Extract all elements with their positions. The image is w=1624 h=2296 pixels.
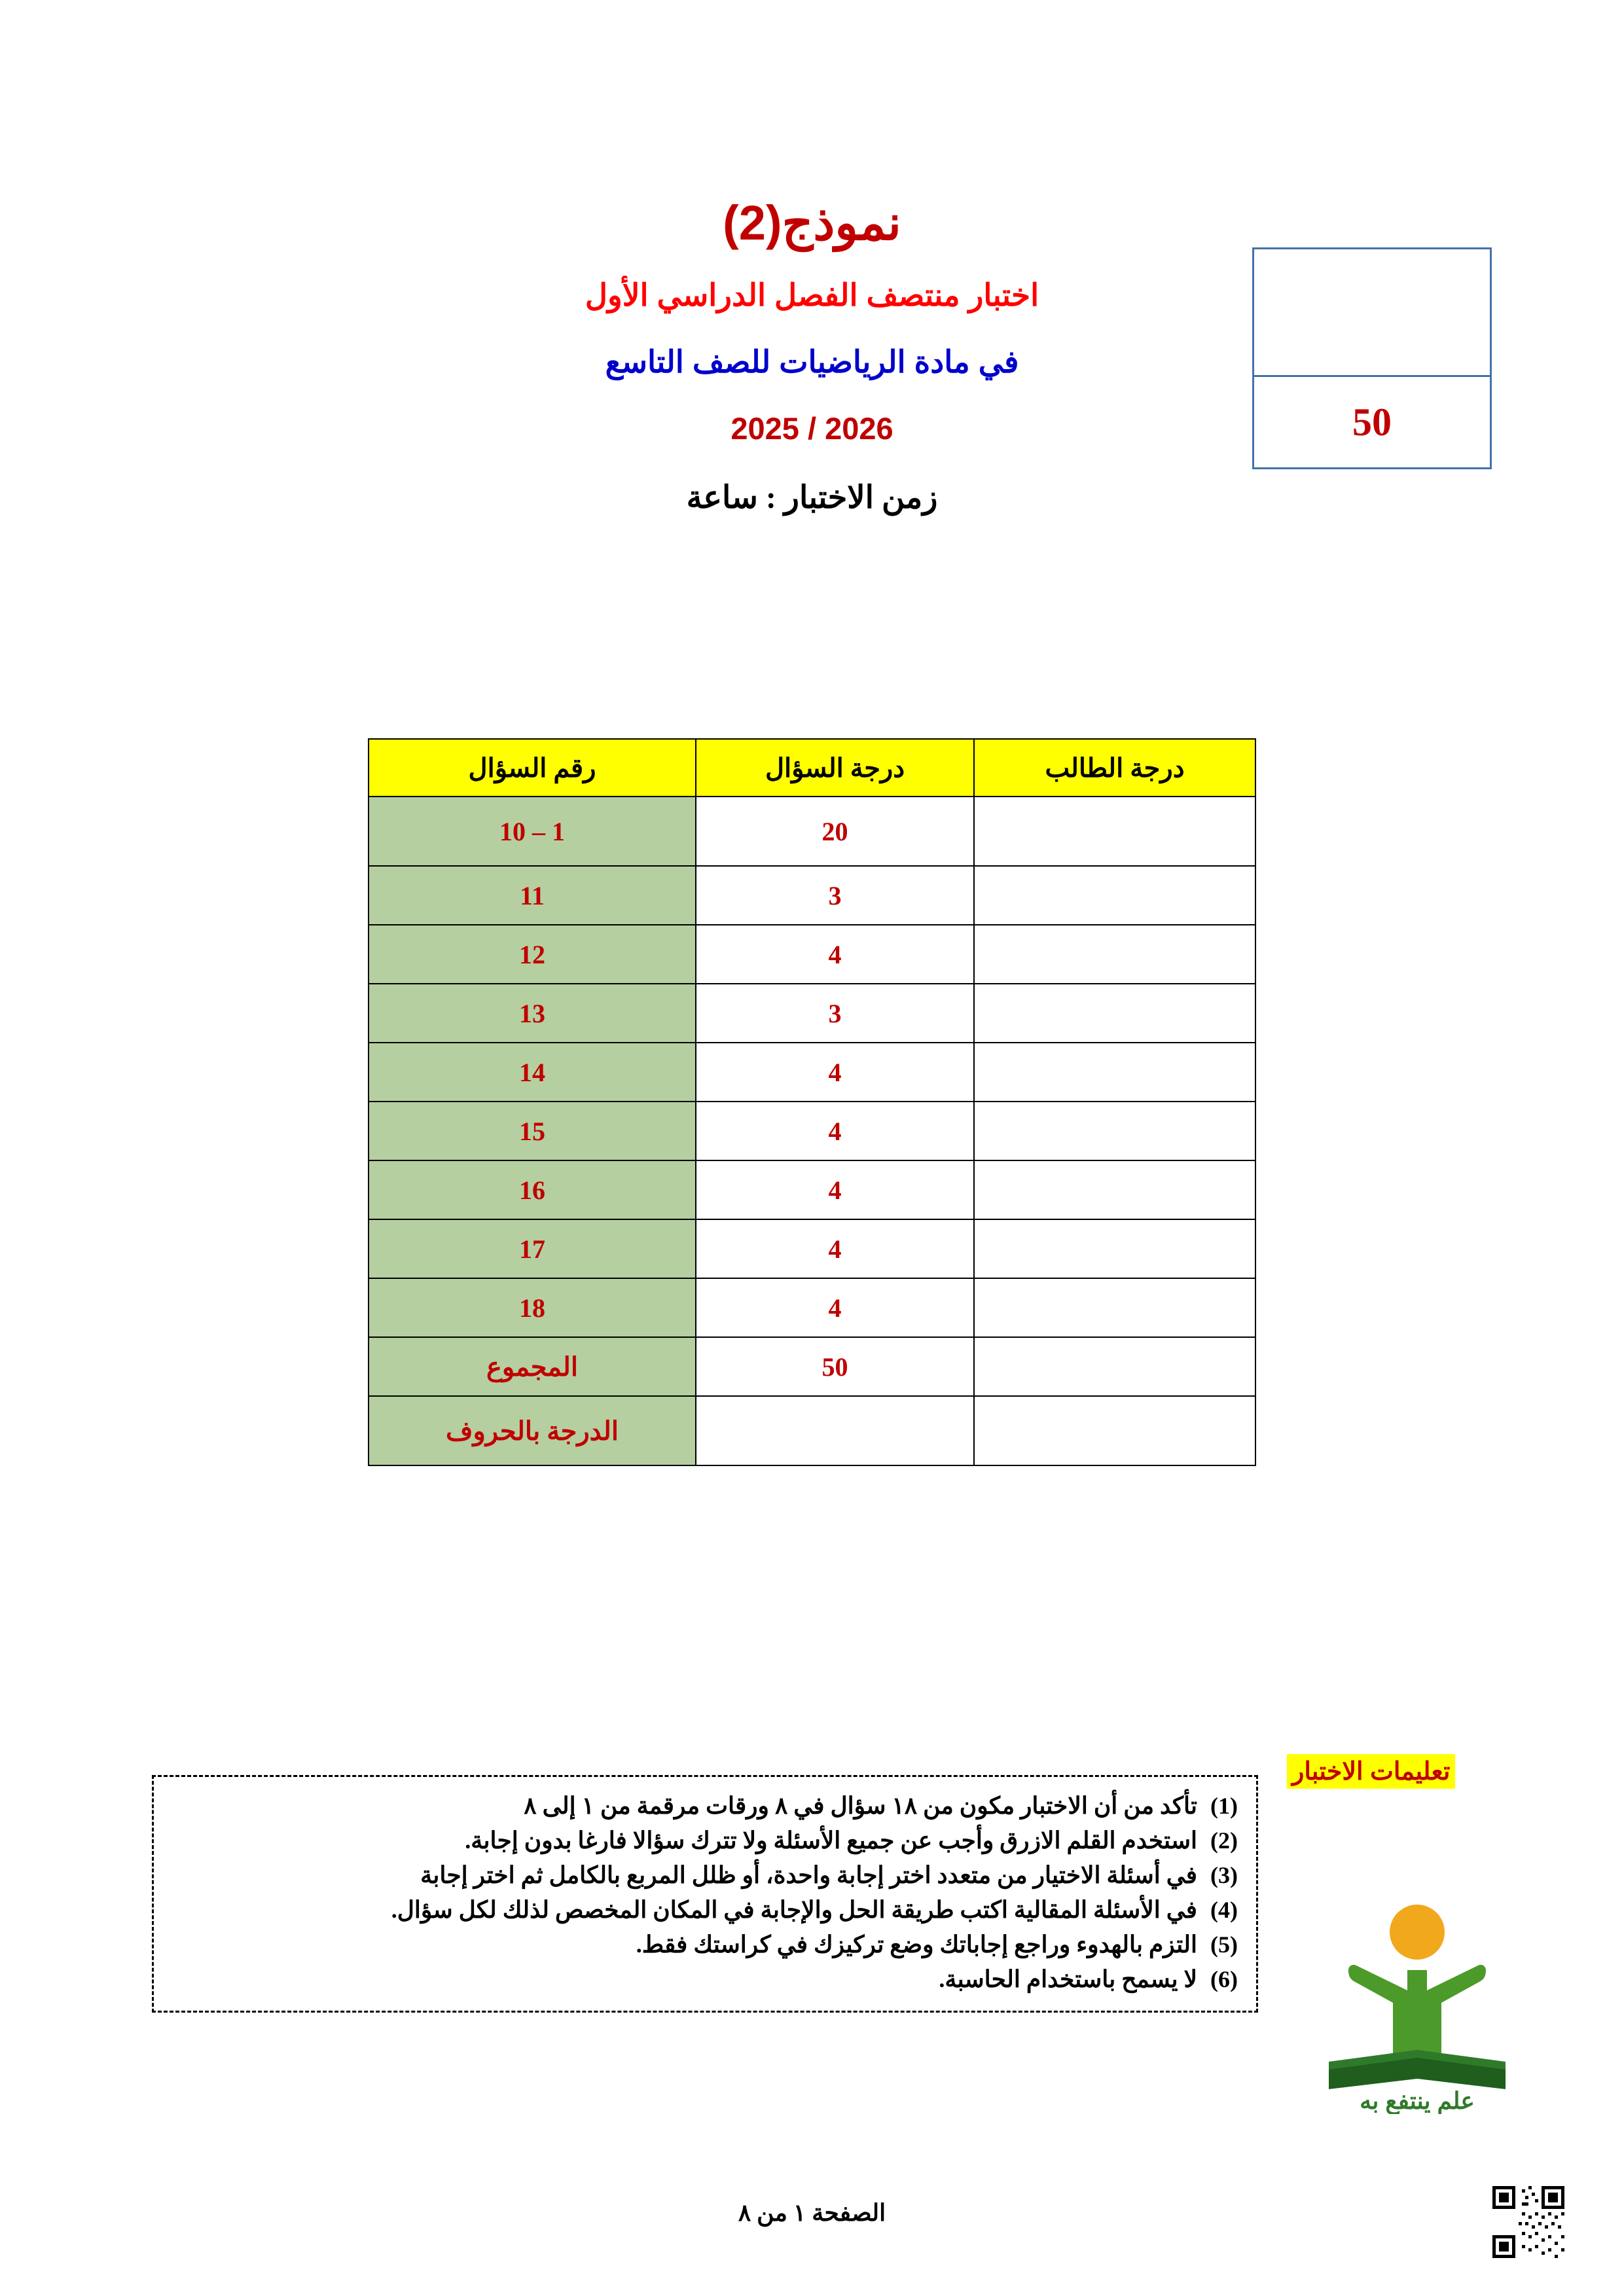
question-number-cell: 14 xyxy=(369,1043,696,1102)
header-question-mark: درجة السؤال xyxy=(696,739,974,797)
list-item: استخدم القلم الازرق وأجب عن جميع الأسئلة ولا تترك سؤالا فارغا بدون إجابة. xyxy=(465,1827,1197,1854)
list-item: التزم بالهدوء وراجع إجاباتك وضع تركيزك في كراستك فقط. xyxy=(636,1931,1197,1958)
total-mark-box xyxy=(1252,247,1492,469)
total-label-cell: المجموع xyxy=(369,1337,696,1396)
grade-letters-student-cell[interactable] xyxy=(974,1396,1255,1465)
instructions-title: تعليمات الاختبار xyxy=(1287,1754,1455,1789)
question-number-cell: 13 xyxy=(369,984,696,1043)
exam-title: اختبار منتصف الفصل الدراسي الأول xyxy=(585,278,1039,313)
page-title: نموذج(2) xyxy=(723,196,901,250)
question-mark-cell: 4 xyxy=(696,1102,974,1160)
grade-letters-label-cell: الدرجة بالحروف xyxy=(369,1396,696,1465)
svg-text:علم ينتفع به: علم ينتفع به xyxy=(1360,2087,1475,2114)
student-mark-cell[interactable] xyxy=(974,1160,1255,1219)
question-number-cell: 15 xyxy=(369,1102,696,1160)
total-mark-cell: 50 xyxy=(696,1337,974,1396)
list-item: تأكد من أن الاختبار مكون من ١٨ سؤال في ٨ ورقات مرقمة من ١ إلى ٨ xyxy=(524,1793,1197,1819)
header-student-mark: درجة الطالب xyxy=(974,739,1255,797)
student-mark-cell[interactable] xyxy=(974,1043,1255,1102)
student-mark-cell[interactable] xyxy=(974,1102,1255,1160)
question-mark-cell: 4 xyxy=(696,1160,974,1219)
question-mark-cell: 20 xyxy=(696,797,974,866)
table-header-row xyxy=(369,739,1255,797)
question-mark-cell: 4 xyxy=(696,1043,974,1102)
student-mark-cell[interactable] xyxy=(974,984,1255,1043)
table-row xyxy=(369,797,1255,866)
header-question-number: رقم السؤال xyxy=(369,739,696,797)
table-row xyxy=(369,1160,1255,1219)
question-mark-cell: 4 xyxy=(696,925,974,984)
mark-box-total: 50 xyxy=(1352,400,1392,444)
table-row xyxy=(369,1278,1255,1337)
student-mark-cell[interactable] xyxy=(974,1219,1255,1278)
table-row xyxy=(369,866,1255,925)
grades-table xyxy=(368,738,1256,1466)
instructions-list xyxy=(171,1789,1239,1996)
student-mark-cell[interactable] xyxy=(974,797,1255,866)
question-number-cell: 11 xyxy=(369,866,696,925)
exam-duration: زمن الاختبار : ساعة xyxy=(686,480,938,516)
list-item: في أسئلة الاختيار من متعدد اختر إجابة واحدة، أو ظلل المربع بالكامل ثم اختر إجابة xyxy=(420,1861,1197,1888)
table-row xyxy=(369,925,1255,984)
table-row xyxy=(369,984,1255,1043)
question-mark-cell: 4 xyxy=(696,1278,974,1337)
list-item: لا يسمح باستخدام الحاسبة. xyxy=(939,1965,1197,1992)
table-row xyxy=(369,1219,1255,1278)
grade-letters-mark-cell[interactable] xyxy=(696,1396,974,1465)
question-number-cell: 18 xyxy=(369,1278,696,1337)
question-number-cell: 1 – 10 xyxy=(369,797,696,866)
student-mark-total-cell[interactable] xyxy=(974,1337,1255,1396)
organization-logo xyxy=(1309,1898,1525,2114)
student-mark-cell[interactable] xyxy=(974,925,1255,984)
academic-year: 2025 / 2026 xyxy=(731,411,893,446)
table-row xyxy=(369,1043,1255,1102)
table-row-total xyxy=(369,1337,1255,1396)
question-number-cell: 17 xyxy=(369,1219,696,1278)
table-row xyxy=(369,1102,1255,1160)
question-number-cell: 12 xyxy=(369,925,696,984)
question-number-cell: 16 xyxy=(369,1160,696,1219)
subject-line: في مادة الرياضيات للصف التاسع xyxy=(605,344,1019,380)
table-row-letters xyxy=(369,1396,1255,1465)
page-footer: الصفحة ١ من ٨ xyxy=(738,2200,886,2226)
list-item: في الأسئلة المقالية اكتب طريقة الحل والإجابة في المكان المخصص لذلك لكل سؤال. xyxy=(391,1896,1197,1923)
question-mark-cell: 3 xyxy=(696,866,974,925)
instructions-box xyxy=(152,1775,1258,2013)
mark-box-empty-cell[interactable] xyxy=(1254,249,1490,377)
student-mark-cell[interactable] xyxy=(974,866,1255,925)
question-mark-cell: 3 xyxy=(696,984,974,1043)
student-mark-cell[interactable] xyxy=(974,1278,1255,1337)
question-mark-cell: 4 xyxy=(696,1219,974,1278)
